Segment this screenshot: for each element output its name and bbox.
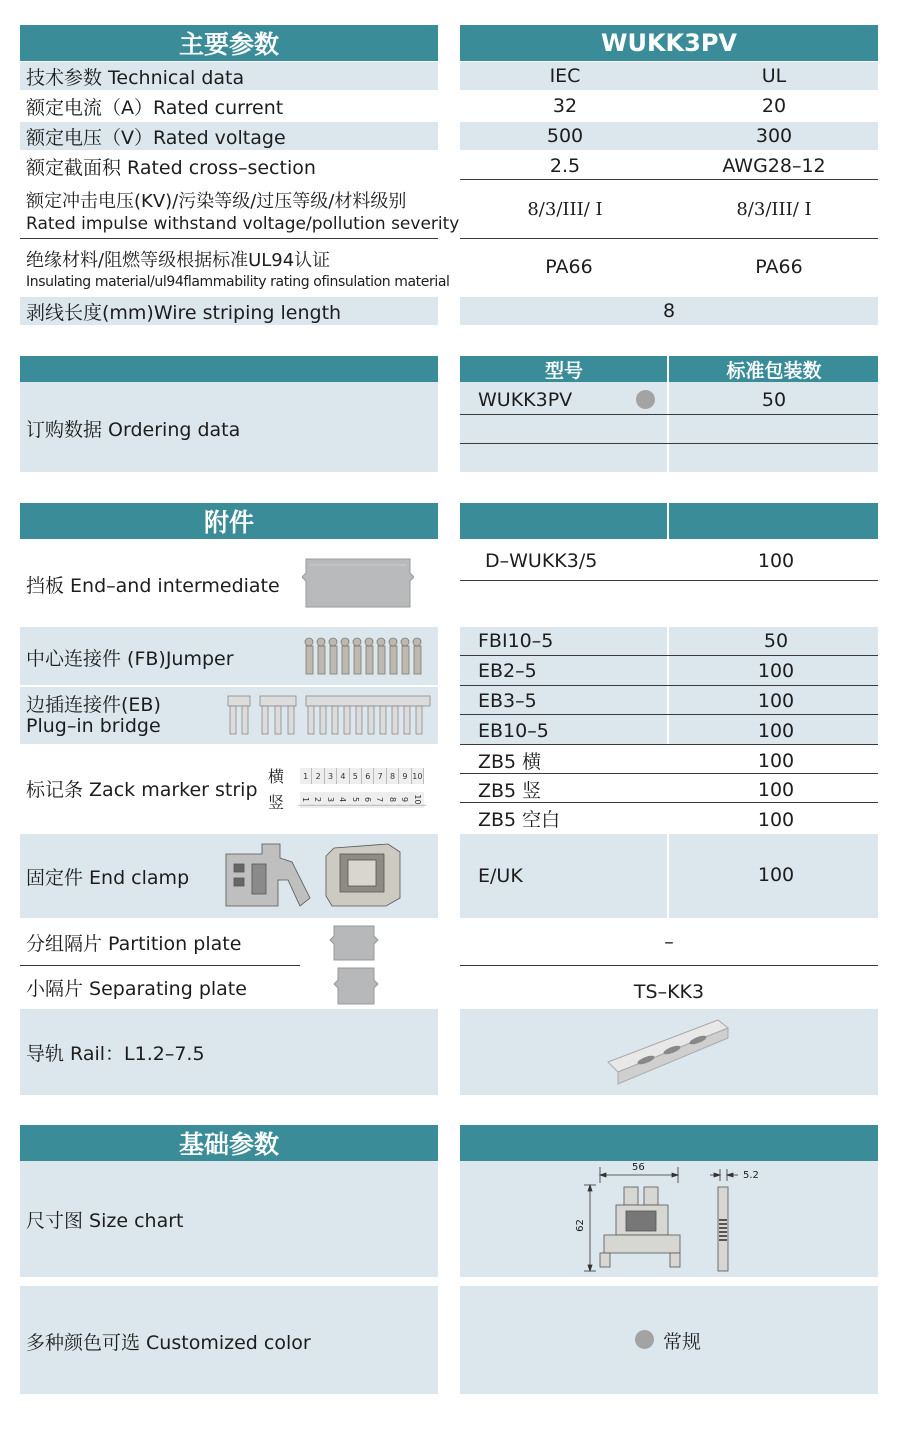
marker-digit: 9 (397, 794, 413, 806)
jumper-code: FBI10–5 (478, 630, 554, 652)
rail-label: 导轨 Rail：L1.2–7.5 (26, 1042, 205, 1065)
order-model: WUKK3PV (478, 389, 573, 411)
ul-value: AWG28–12 (722, 155, 826, 177)
end-clamp-qty: 100 (757, 864, 795, 886)
marker-qty: 100 (757, 809, 795, 831)
jumper-code: EB2–5 (478, 660, 537, 682)
iec-value: PA66 (545, 256, 593, 278)
insulating-material-label-en: Insulating material/ul94flammability rating ofinsulation material (26, 274, 450, 290)
main-params-header: 主要参数 (20, 25, 438, 61)
marker-digit: 6 (362, 768, 374, 784)
marker-digit: 3 (323, 794, 339, 806)
separating-plate-label: 小隔片 Separating plate (26, 977, 247, 1000)
jumper-code: EB10–5 (478, 720, 549, 742)
pack-column-header: 标准包装数 (726, 359, 822, 382)
partition-plate-label: 分组隔片 Partition plate (26, 932, 242, 955)
plugin-label: 边插连接件(EB) (26, 693, 161, 716)
thickness-dimension: 5.2 (743, 1170, 759, 1181)
ordering-header-bar (20, 356, 438, 382)
strip-length-label: 剥线长度(mm)Wire striping length (26, 301, 342, 324)
ordering-data-label: 订购数据 Ordering data (26, 418, 241, 441)
marker-digit: 8 (385, 794, 401, 806)
gray-color-dot (636, 390, 655, 409)
jumper-code: EB3–5 (478, 690, 537, 712)
height-dimension: 62 (574, 1219, 586, 1232)
plugin-bridge-image (226, 692, 432, 740)
standard-color-swatch[interactable] (635, 1330, 654, 1349)
marker-digit: 4 (335, 794, 351, 806)
marker-qty: 100 (757, 779, 795, 801)
ul-header: UL (761, 65, 787, 87)
marker-strip-vertical (300, 792, 424, 808)
iec-value: 2.5 (549, 155, 581, 177)
jumper-qty: 50 (763, 630, 789, 652)
partition-value: – (664, 931, 674, 953)
jumper-image (302, 636, 424, 676)
jumper-qty: 100 (757, 660, 795, 682)
basic-params-header-right (460, 1125, 878, 1161)
marker-strip-horizontal (300, 768, 424, 784)
marker-digit: 1 (298, 794, 314, 806)
jumper-label: 中心连接件 (FB)Jumper (26, 647, 234, 670)
marker-digit: 3 (325, 768, 337, 784)
rated-current-label: 额定电流（A）Rated current (26, 96, 284, 119)
standard-color-label: 常规 (663, 1330, 702, 1353)
marker-code: ZB5 竖 (478, 779, 542, 802)
ul-value: PA66 (755, 256, 803, 278)
marker-digit: 1 (300, 768, 312, 784)
end-plate-code: D–WUKK3/5 (485, 550, 598, 572)
basic-params-header: 基础参数 (20, 1125, 438, 1161)
end-clamp-image (222, 840, 406, 912)
order-pack: 50 (761, 389, 787, 411)
marker-digit: 8 (387, 768, 399, 784)
marker-digit: 4 (337, 768, 349, 784)
strip-length-value: 8 (662, 300, 676, 322)
ul-value: 20 (761, 95, 787, 117)
marker-digit: 9 (399, 768, 411, 784)
model-header: WUKK3PV (460, 25, 878, 61)
ul-value: 300 (755, 125, 793, 147)
marker-horizontal-label: 横 (268, 766, 285, 786)
jumper-qty: 100 (757, 690, 795, 712)
insulating-material-label: 绝缘材料/阻燃等级根据标准UL94认证 (26, 250, 331, 271)
iec-value: 500 (546, 125, 584, 147)
partition-plate-image (328, 924, 380, 962)
accessories-header: 附件 (20, 503, 438, 539)
accessories-header-right (460, 503, 878, 539)
marker-digit: 5 (350, 768, 362, 784)
marker-strip-label: 标记条 Zack marker strip (26, 778, 258, 801)
marker-vertical-label: 竖 (268, 792, 285, 812)
technical-data-label: 技术参数 Technical data (26, 66, 245, 89)
width-dimension: 56 (632, 1162, 645, 1173)
marker-code: ZB5 横 (478, 750, 542, 773)
marker-digit: 7 (374, 768, 386, 784)
end-clamp-code: E/UK (478, 865, 523, 887)
cross-section-label: 额定截面积 Rated cross–section (26, 156, 316, 179)
impulse-voltage-label-en: Rated impulse withstand voltage/pollution severity (26, 214, 460, 234)
marker-code: ZB5 空白 (478, 808, 561, 831)
iec-value: 32 (552, 95, 578, 117)
marker-digit: 6 (360, 794, 376, 806)
size-chart-label: 尺寸图 Size chart (26, 1209, 184, 1232)
marker-digit: 10 (410, 794, 426, 806)
marker-digit: 7 (373, 794, 389, 806)
model-column-header: 型号 (544, 359, 583, 382)
marker-digit: 5 (348, 794, 364, 806)
plugin-label-en: Plug–in bridge (26, 715, 161, 737)
iec-value: 8/3/III/ I (527, 198, 603, 220)
ul-value: 8/3/III/ I (736, 198, 812, 220)
marker-digit: 2 (312, 768, 324, 784)
separating-plate-image (332, 966, 380, 1006)
marker-digit: 10 (412, 768, 424, 784)
marker-qty: 100 (757, 750, 795, 772)
end-plate-label: 挡板 End–and intermediate (26, 574, 280, 597)
iec-header: IEC (549, 65, 581, 87)
marker-digit: 2 (311, 794, 327, 806)
impulse-voltage-label: 额定冲击电压(KV)/污染等级/过压等级/材料级别 (26, 191, 407, 212)
end-plate-qty: 100 (757, 550, 795, 572)
separating-value: TS–KK3 (633, 981, 705, 1003)
end-plate-image (302, 555, 414, 611)
end-clamp-label: 固定件 End clamp (26, 866, 190, 889)
din-rail-image (606, 1016, 730, 1088)
rated-voltage-label: 额定电压（V）Rated voltage (26, 126, 286, 149)
jumper-qty: 100 (757, 720, 795, 742)
custom-color-label: 多种颜色可选 Customized color (26, 1331, 311, 1354)
